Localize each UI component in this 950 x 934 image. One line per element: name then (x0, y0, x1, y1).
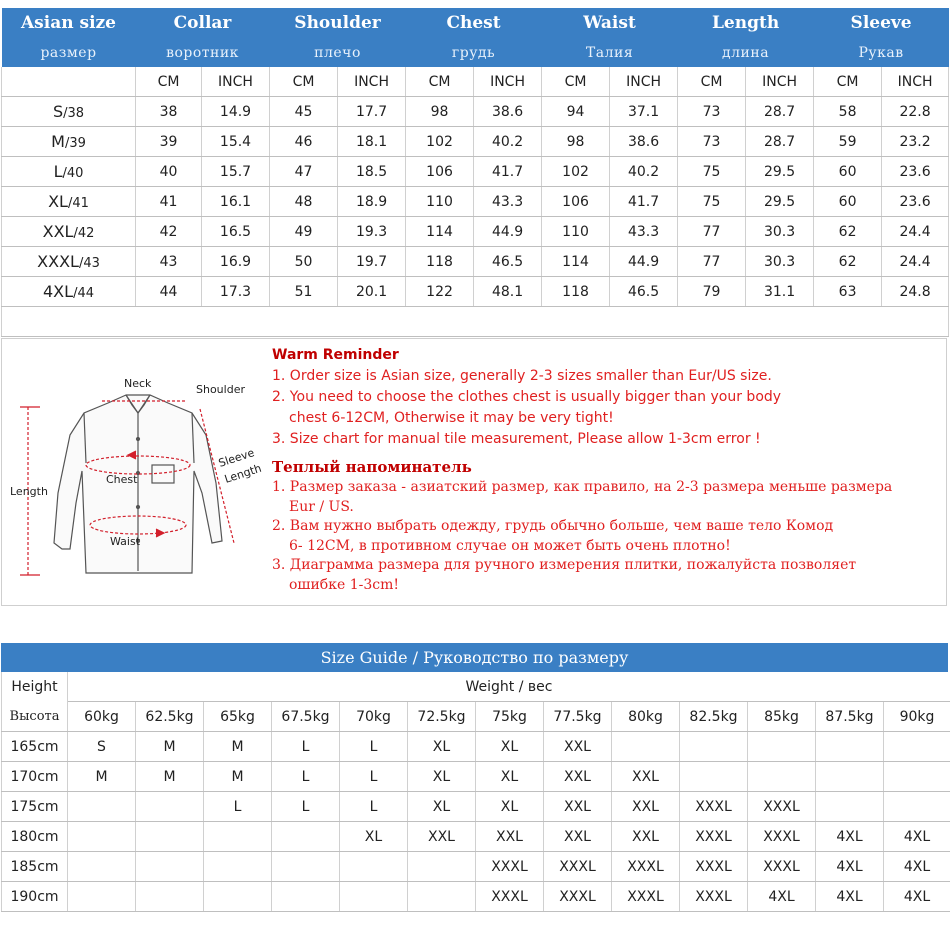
measurement-cell: 51 (270, 277, 338, 307)
label-neck: Neck (124, 377, 152, 390)
reminder-line-ru: ошибке 1-3cm! (289, 576, 399, 593)
guide-size-cell: L (272, 762, 340, 792)
measurement-cell: 29.5 (746, 187, 814, 217)
guide-size-cell: XXXL (680, 882, 748, 912)
guide-size-cell (340, 852, 408, 882)
measurement-cell: 28.7 (746, 97, 814, 127)
guide-size-cell: XXL (612, 792, 680, 822)
guide-row (2, 762, 950, 792)
unit-inch: INCH (338, 67, 406, 97)
measurement-cell: 48 (270, 187, 338, 217)
guide-header-row-1 (2, 672, 950, 702)
unit-inch: INCH (202, 67, 270, 97)
header-chest: Chest (406, 8, 542, 38)
measurement-cell: 15.4 (202, 127, 270, 157)
guide-size-cell (272, 822, 340, 852)
measurement-cell: 44.9 (610, 247, 678, 277)
size-label (2, 247, 136, 277)
header-sleeve: Sleeve (814, 8, 949, 38)
guide-size-cell: M (68, 762, 136, 792)
guide-size-cell: M (136, 762, 204, 792)
guide-size-cell: XXL (476, 822, 544, 852)
size-guide-title: Size Guide / Руководство по размеру (1, 643, 948, 672)
measurement-cell: 41 (136, 187, 202, 217)
header-collar: Collar (136, 8, 270, 38)
guide-size-cell: XXL (612, 762, 680, 792)
weight-header: 82.5kg (680, 702, 748, 732)
measurement-cell: 49 (270, 217, 338, 247)
measurement-cell: 75 (678, 157, 746, 187)
guide-size-cell: XXXL (748, 852, 816, 882)
guide-size-cell: M (204, 732, 272, 762)
unit-cm: CM (678, 67, 746, 97)
measurement-cell: 46 (270, 127, 338, 157)
guide-size-cell (748, 732, 816, 762)
measurement-cell: 17.3 (202, 277, 270, 307)
size-eu: /43 (78, 256, 100, 271)
measurement-cell: 40.2 (610, 157, 678, 187)
guide-size-cell (136, 822, 204, 852)
measurement-cell: 47 (270, 157, 338, 187)
measurement-cell: 60 (814, 157, 882, 187)
measurement-cell: 122 (406, 277, 474, 307)
guide-row (2, 852, 950, 882)
unit-inch: INCH (610, 67, 678, 97)
measurement-cell: 29.5 (746, 157, 814, 187)
measurement-cell: 23.2 (882, 127, 949, 157)
measurement-cell: 79 (678, 277, 746, 307)
reminder-line-en: 1. Order size is Asian size, generally 2-3 sizes smaller than Eur/US size. (272, 368, 772, 384)
label-waist: Waist (110, 535, 141, 548)
measurement-cell: 98 (542, 127, 610, 157)
label-length: Length (10, 485, 48, 498)
measurement-cell: 24.4 (882, 247, 949, 277)
height-cell: 165cm (2, 732, 68, 762)
size-label (2, 277, 136, 307)
guide-size-cell: XXL (544, 822, 612, 852)
measurement-cell: 75 (678, 187, 746, 217)
size-eu: /40 (62, 166, 84, 181)
guide-size-cell: 4XL (884, 882, 950, 912)
guide-size-cell: 4XL (884, 852, 950, 882)
guide-size-cell (816, 792, 884, 822)
guide-size-cell (272, 882, 340, 912)
measurement-cell: 41.7 (610, 187, 678, 217)
weight-header: 62.5kg (136, 702, 204, 732)
size-asian: L (53, 162, 63, 181)
guide-size-cell: XXXL (680, 852, 748, 882)
guide-size-cell (204, 822, 272, 852)
guide-row (2, 882, 950, 912)
guide-size-cell: XXL (612, 822, 680, 852)
unit-cm: CM (136, 67, 202, 97)
height-label-en: Height (2, 672, 68, 702)
guide-weights-row (2, 702, 950, 732)
size-eu: /39 (64, 136, 86, 151)
measurement-cell: 41.7 (474, 157, 542, 187)
guide-size-cell: XXXL (544, 882, 612, 912)
measurement-cell: 15.7 (202, 157, 270, 187)
measurement-cell: 20.1 (338, 277, 406, 307)
weight-header: 72.5kg (408, 702, 476, 732)
size-asian: 4XL (43, 282, 74, 301)
guide-size-cell: XXXL (748, 822, 816, 852)
reminder-title-en: Warm Reminder (272, 347, 399, 363)
measurement-cell: 16.1 (202, 187, 270, 217)
size-eu: /41 (67, 196, 89, 211)
guide-size-cell: 4XL (748, 882, 816, 912)
guide-size-cell (136, 882, 204, 912)
guide-size-cell: M (204, 762, 272, 792)
unit-cm: CM (406, 67, 474, 97)
guide-size-cell (408, 882, 476, 912)
measurement-cell: 16.5 (202, 217, 270, 247)
size-row (2, 247, 949, 277)
guide-size-cell: XL (408, 762, 476, 792)
guide-size-cell (272, 852, 340, 882)
measurement-cell: 62 (814, 217, 882, 247)
measurement-cell: 44.9 (474, 217, 542, 247)
measurement-cell: 110 (406, 187, 474, 217)
measurement-cell: 43 (136, 247, 202, 277)
measurement-cell: 37.1 (610, 97, 678, 127)
height-cell: 190cm (2, 882, 68, 912)
unit-inch: INCH (474, 67, 542, 97)
reminder-line-ru: 6- 12CM, в противном случае он может быть очень плотно! (289, 537, 731, 554)
measurement-cell: 40.2 (474, 127, 542, 157)
measurement-cell: 48.1 (474, 277, 542, 307)
height-cell: 175cm (2, 792, 68, 822)
size-label (2, 217, 136, 247)
measurement-cell: 30.3 (746, 247, 814, 277)
measurement-cell: 102 (406, 127, 474, 157)
guide-size-cell: L (272, 792, 340, 822)
header-waist: Waist (542, 8, 678, 38)
guide-size-cell (408, 852, 476, 882)
label-sleeve: Sleeve (216, 446, 256, 470)
guide-size-cell (612, 732, 680, 762)
guide-size-cell: XXL (544, 792, 612, 822)
weight-header: 65kg (204, 702, 272, 732)
measurement-cell: 30.3 (746, 217, 814, 247)
guide-size-cell: L (340, 732, 408, 762)
header-shoulder-ru: плечо (270, 38, 406, 67)
guide-size-cell: XXXL (476, 852, 544, 882)
measurement-cell: 77 (678, 217, 746, 247)
size-label (2, 97, 136, 127)
guide-size-cell: XXXL (680, 792, 748, 822)
measurement-cell: 17.7 (338, 97, 406, 127)
guide-size-cell: L (272, 732, 340, 762)
measurement-cell: 22.8 (882, 97, 949, 127)
guide-size-cell (136, 792, 204, 822)
guide-size-cell: L (340, 792, 408, 822)
size-row (2, 157, 949, 187)
measurement-cell: 38.6 (610, 127, 678, 157)
measurement-cell: 114 (406, 217, 474, 247)
reminder-line-en: chest 6-12CM, Otherwise it may be very tight! (289, 410, 614, 426)
size-row (2, 97, 949, 127)
guide-size-cell: XL (340, 822, 408, 852)
measurement-cell: 42 (136, 217, 202, 247)
reminder-line-ru: 2. Вам нужно выбрать одежду, грудь обычно больше, чем ваше тело Комод (272, 518, 834, 534)
reminder-line-en: 2. You need to choose the clothes chest is usually bigger than your body (272, 389, 782, 405)
measurement-cell: 46.5 (610, 277, 678, 307)
measurement-cell: 43.3 (474, 187, 542, 217)
reminder-line-ru: Eur / US. (289, 498, 354, 515)
measurement-cell: 106 (406, 157, 474, 187)
measurement-cell: 16.9 (202, 247, 270, 277)
measurement-cell: 23.6 (882, 157, 949, 187)
unit-cm: CM (542, 67, 610, 97)
header-collar-ru: воротник (136, 38, 270, 67)
guide-size-cell (68, 852, 136, 882)
header-asian-size: Asian size (2, 8, 136, 38)
size-asian: XL (48, 192, 68, 211)
reminder-text (272, 347, 944, 595)
measurement-cell: 43.3 (610, 217, 678, 247)
height-label-ru: Высота (2, 702, 68, 732)
guide-size-cell: XXXL (680, 822, 748, 852)
guide-size-cell (884, 792, 950, 822)
reminder-title-ru: Теплый напоминатель (272, 458, 472, 476)
guide-row (2, 732, 950, 762)
reminder-section (1, 338, 947, 606)
measurement-cell: 39 (136, 127, 202, 157)
measurement-cell: 94 (542, 97, 610, 127)
guide-size-cell (340, 882, 408, 912)
guide-size-cell: XL (476, 762, 544, 792)
size-row (2, 187, 949, 217)
size-label (2, 157, 136, 187)
guide-size-cell (204, 852, 272, 882)
measurement-cell: 31.1 (746, 277, 814, 307)
measurement-cell: 19.7 (338, 247, 406, 277)
measurement-cell: 23.6 (882, 187, 949, 217)
weight-header: 70kg (340, 702, 408, 732)
guide-size-cell: L (204, 792, 272, 822)
guide-size-cell: 4XL (884, 822, 950, 852)
guide-size-cell: XXXL (544, 852, 612, 882)
guide-size-cell (136, 852, 204, 882)
guide-size-cell (816, 762, 884, 792)
guide-size-cell: XXXL (612, 882, 680, 912)
unit-cm: CM (270, 67, 338, 97)
size-label (2, 127, 136, 157)
size-row (2, 127, 949, 157)
size-asian: XXL (42, 222, 74, 241)
measurement-cell: 58 (814, 97, 882, 127)
measurement-cell: 98 (406, 97, 474, 127)
measurement-cell: 60 (814, 187, 882, 217)
size-row (2, 277, 949, 307)
measurement-cell: 28.7 (746, 127, 814, 157)
guide-size-cell: XXXL (748, 792, 816, 822)
weight-header: 90kg (884, 702, 950, 732)
guide-size-cell: XXL (544, 762, 612, 792)
measurement-cell: 77 (678, 247, 746, 277)
guide-size-cell: XL (476, 732, 544, 762)
size-row (2, 217, 949, 247)
measurement-cell: 114 (542, 247, 610, 277)
guide-size-cell (748, 762, 816, 792)
measurement-cell: 62 (814, 247, 882, 277)
measurement-cell: 106 (542, 187, 610, 217)
measurement-cell: 38.6 (474, 97, 542, 127)
guide-size-cell (680, 762, 748, 792)
guide-size-cell: XL (408, 732, 476, 762)
measurement-cell: 18.9 (338, 187, 406, 217)
unit-inch: INCH (746, 67, 814, 97)
reminder-line-ru: 3. Диаграмма размера для ручного измерения плитки, пожалуйста позволяет (272, 557, 857, 573)
weight-header: 87.5kg (816, 702, 884, 732)
guide-size-cell (884, 732, 950, 762)
size-asian: S (52, 102, 64, 121)
measurement-cell: 40 (136, 157, 202, 187)
guide-size-cell: XXXL (476, 882, 544, 912)
size-eu: /42 (73, 226, 95, 241)
guide-size-cell: XXXL (612, 852, 680, 882)
guide-size-cell (68, 882, 136, 912)
label-chest: Chest (106, 473, 138, 486)
header-length: Length (678, 8, 814, 38)
size-eu: /44 (73, 286, 94, 301)
header-chest-ru: грудь (406, 38, 542, 67)
guide-size-cell (204, 882, 272, 912)
guide-size-cell: XXL (408, 822, 476, 852)
size-asian: M (51, 132, 65, 151)
header-row-russian (2, 38, 949, 67)
guide-size-cell (816, 732, 884, 762)
shirt-measurement-diagram (6, 343, 264, 601)
header-row-english (2, 8, 949, 38)
label-shoulder: Shoulder (196, 383, 245, 396)
spacer-cell (2, 307, 949, 337)
header-asian-size-ru: размер (2, 38, 136, 67)
header-length-ru: длина (678, 38, 814, 67)
measurement-cell: 118 (542, 277, 610, 307)
size-chart-table (1, 8, 949, 337)
measurement-cell: 24.4 (882, 217, 949, 247)
height-cell: 170cm (2, 762, 68, 792)
measurement-cell: 18.5 (338, 157, 406, 187)
size-guide-table (1, 672, 950, 912)
guide-size-cell: XL (476, 792, 544, 822)
guide-size-cell: 4XL (816, 852, 884, 882)
unit-row (2, 67, 949, 97)
weight-header: 75kg (476, 702, 544, 732)
measurement-cell: 18.1 (338, 127, 406, 157)
guide-row (2, 792, 950, 822)
label-sleeve-length: Length (222, 461, 264, 486)
guide-size-cell (68, 792, 136, 822)
height-cell: 180cm (2, 822, 68, 852)
measurement-cell: 24.8 (882, 277, 949, 307)
measurement-cell: 38 (136, 97, 202, 127)
measurement-cell: 44 (136, 277, 202, 307)
measurement-cell: 14.9 (202, 97, 270, 127)
weight-header: 85kg (748, 702, 816, 732)
reminder-line-en: 3. Size chart for manual tile measurement, Please allow 1-3cm error ! (272, 431, 761, 447)
height-cell: 185cm (2, 852, 68, 882)
guide-size-cell: 4XL (816, 822, 884, 852)
spacer-row (2, 307, 949, 337)
measurement-cell: 73 (678, 127, 746, 157)
guide-size-cell: XL (408, 792, 476, 822)
size-eu: /38 (63, 106, 85, 121)
guide-row (2, 822, 950, 852)
unit-blank (2, 67, 136, 97)
weight-header: 67.5kg (272, 702, 340, 732)
header-sleeve-ru: Рукав (814, 38, 949, 67)
measurement-cell: 63 (814, 277, 882, 307)
guide-size-cell (68, 822, 136, 852)
weight-header: 77.5kg (544, 702, 612, 732)
guide-size-cell: 4XL (816, 882, 884, 912)
measurement-cell: 45 (270, 97, 338, 127)
size-asian: XXXL (37, 252, 79, 271)
measurement-cell: 110 (542, 217, 610, 247)
guide-size-cell: XXL (544, 732, 612, 762)
unit-cm: CM (814, 67, 882, 97)
guide-size-cell (884, 762, 950, 792)
header-shoulder: Shoulder (270, 8, 406, 38)
header-waist-ru: Талия (542, 38, 678, 67)
measurement-cell: 46.5 (474, 247, 542, 277)
measurement-cell: 59 (814, 127, 882, 157)
guide-size-cell: M (136, 732, 204, 762)
size-label (2, 187, 136, 217)
measurement-cell: 73 (678, 97, 746, 127)
guide-size-cell (680, 732, 748, 762)
weight-header: 60kg (68, 702, 136, 732)
unit-inch: INCH (882, 67, 949, 97)
measurement-cell: 50 (270, 247, 338, 277)
weight-header: 80kg (612, 702, 680, 732)
measurement-cell: 118 (406, 247, 474, 277)
guide-size-cell: S (68, 732, 136, 762)
measurement-cell: 19.3 (338, 217, 406, 247)
size-guide-section (1, 643, 948, 912)
reminder-line-ru: 1. Размер заказа - азиатский размер, как правило, на 2-3 размера меньше размера (272, 479, 893, 495)
guide-size-cell: L (340, 762, 408, 792)
weight-label: Weight / вес (68, 672, 950, 702)
measurement-cell: 102 (542, 157, 610, 187)
